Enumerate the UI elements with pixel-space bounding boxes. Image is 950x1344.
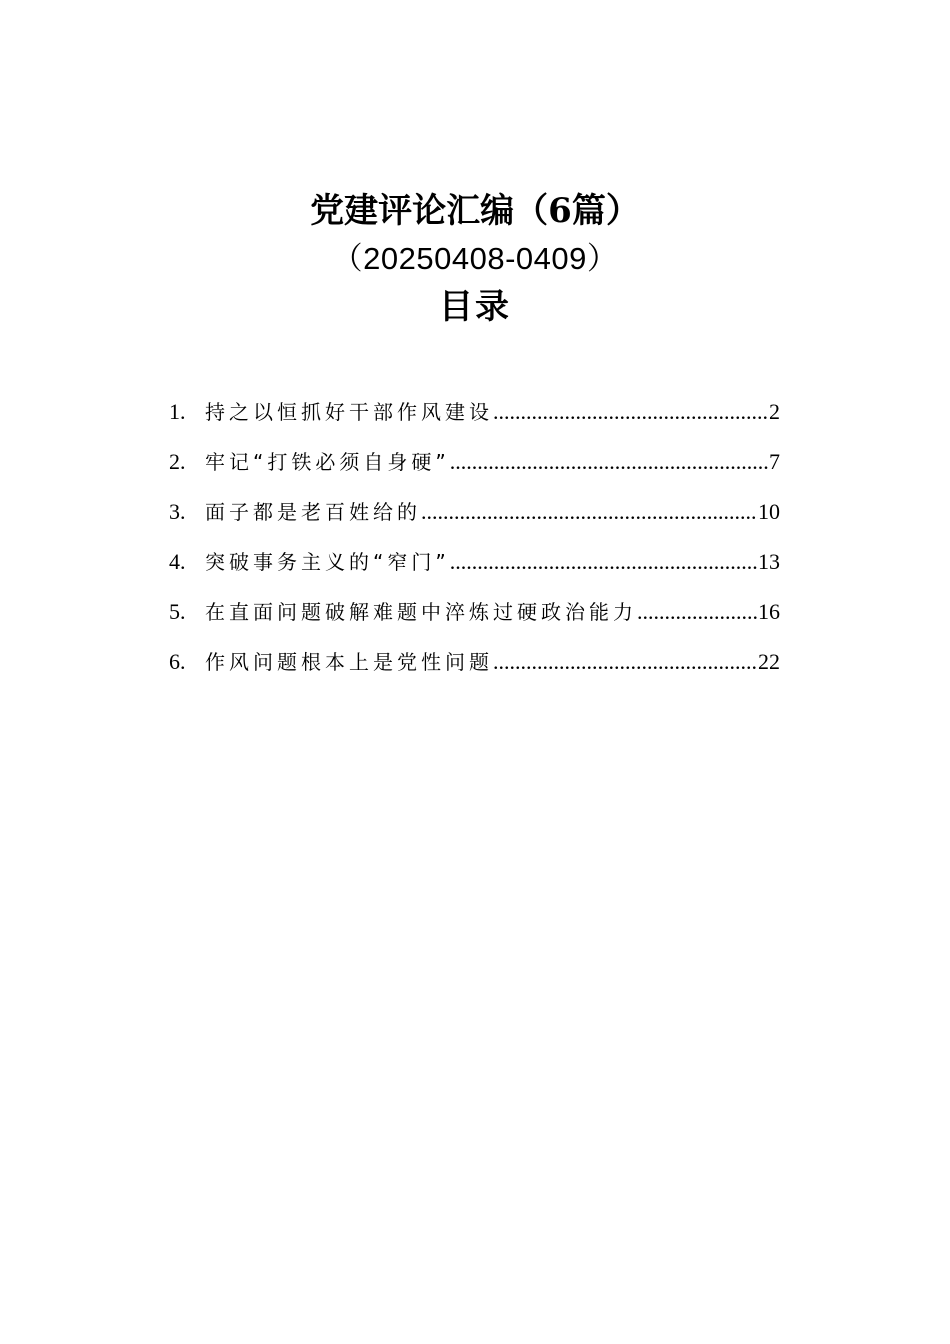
toc-entry-title: 突破事务主义的“窄门” bbox=[205, 550, 450, 574]
toc-entry-number: 1. bbox=[169, 399, 186, 424]
toc-entry[interactable] bbox=[169, 590, 780, 640]
toc-entry-number: 3. bbox=[169, 499, 186, 524]
toc-entry[interactable] bbox=[169, 540, 780, 590]
toc-entry[interactable] bbox=[169, 390, 780, 440]
toc-entry-page: 2 bbox=[769, 399, 780, 424]
toc-entry-number: 4. bbox=[169, 549, 186, 574]
toc-entry-number: 6. bbox=[169, 649, 186, 674]
toc-entry-title: 作风问题根本上是党性问题 bbox=[205, 650, 493, 674]
toc-entry-page: 10 bbox=[758, 499, 780, 524]
toc-entry-page: 13 bbox=[758, 549, 780, 574]
toc-entry[interactable] bbox=[169, 640, 780, 690]
toc-entry-title: 牢记“打铁必须自身硬” bbox=[205, 450, 450, 474]
toc-leader-dots bbox=[493, 390, 769, 434]
toc-leader-dots bbox=[637, 590, 758, 634]
toc-leader-dots bbox=[421, 490, 758, 534]
toc-entry[interactable] bbox=[169, 440, 780, 490]
toc-heading: 目录 bbox=[439, 287, 511, 327]
toc-entry-page: 7 bbox=[769, 449, 780, 474]
toc-leader-dots bbox=[450, 440, 769, 484]
document-subtitle: （20250408-0409） bbox=[331, 241, 619, 276]
toc-leader-dots bbox=[493, 640, 758, 684]
toc-entry-title: 持之以恒抓好干部作风建设 bbox=[205, 400, 493, 424]
toc-entry-title: 面子都是老百姓给的 bbox=[205, 500, 421, 524]
toc-entry-title: 在直面问题破解难题中淬炼过硬政治能力 bbox=[205, 600, 637, 624]
toc-entry[interactable] bbox=[169, 490, 780, 540]
toc-entry-number: 2. bbox=[169, 449, 186, 474]
toc-entry-page: 22 bbox=[758, 649, 780, 674]
toc-leader-dots bbox=[450, 540, 758, 584]
table-of-contents bbox=[169, 390, 780, 690]
title-block bbox=[0, 186, 950, 332]
toc-entry-number: 5. bbox=[169, 599, 186, 624]
toc-entry-page: 16 bbox=[758, 599, 780, 624]
document-title: 党建评论汇编（6篇） bbox=[310, 191, 640, 231]
